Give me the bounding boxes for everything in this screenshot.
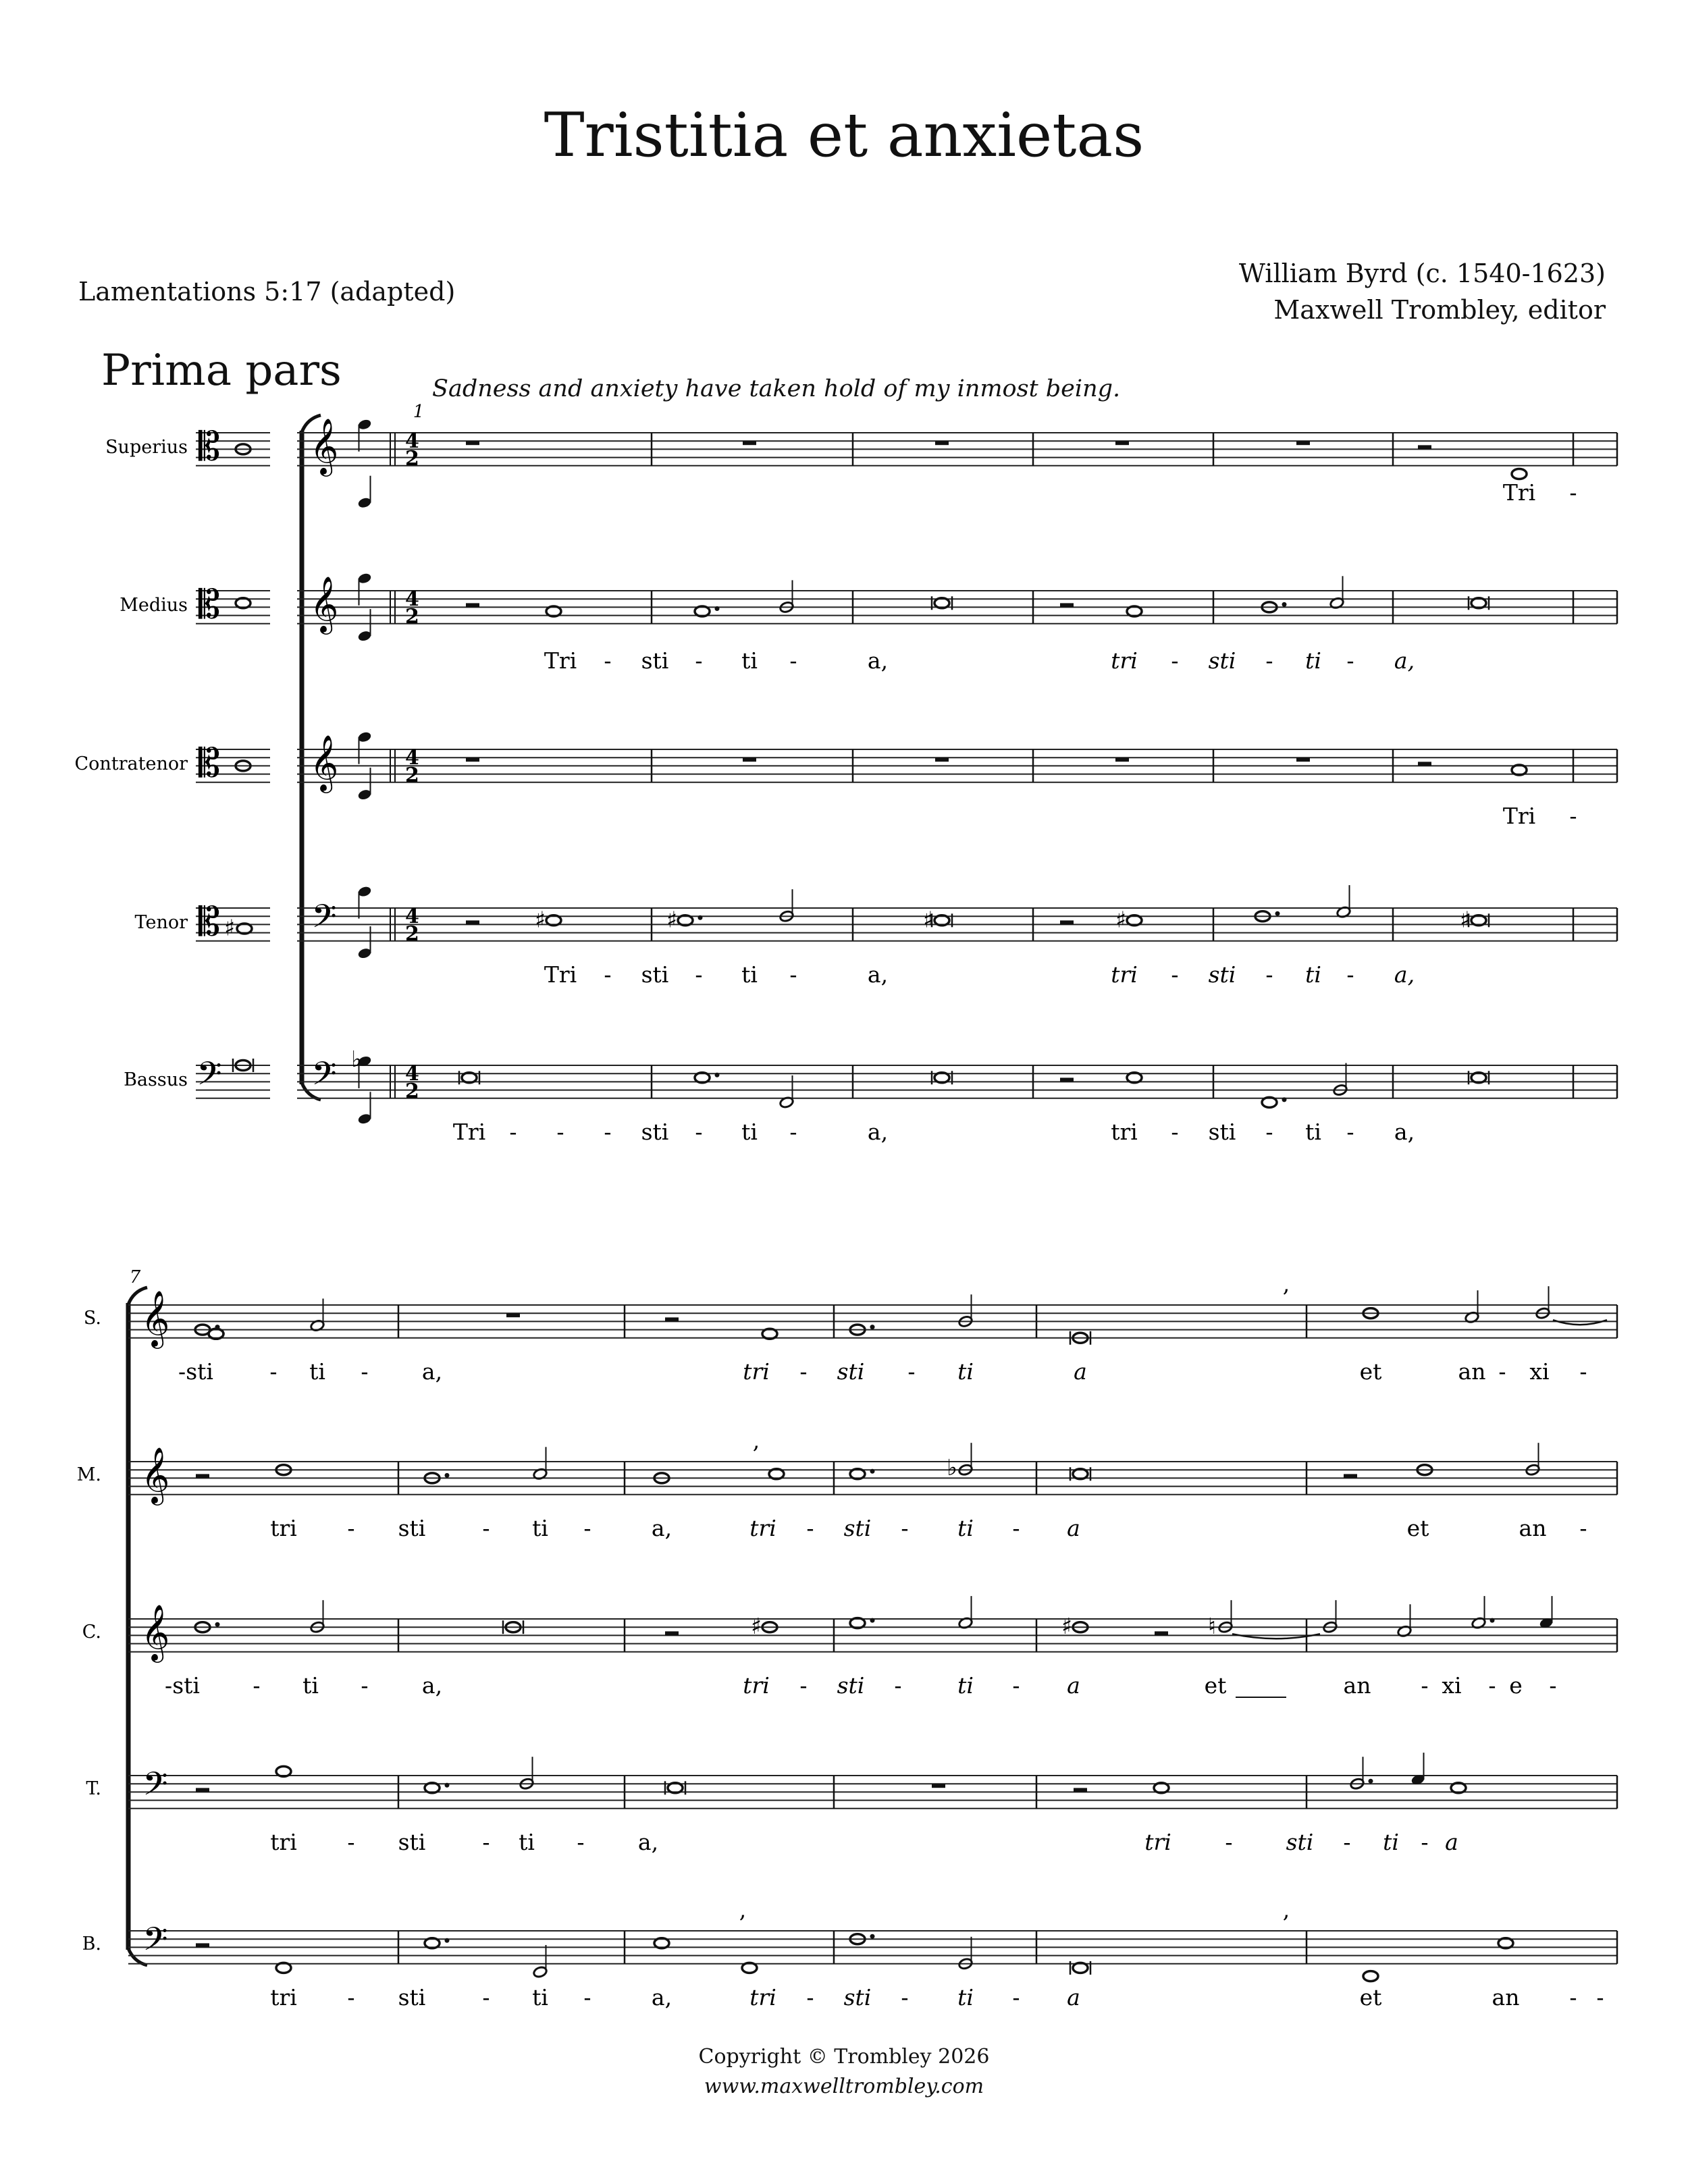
lyric-syllable: xi [1529,1358,1550,1385]
lyric-syllable: - [1171,1119,1179,1145]
half-rest [1418,445,1431,449]
voice-label: S. [83,1308,101,1329]
lyric-syllable: - [482,1984,490,2010]
lyric-syllable: tri [749,1984,776,2010]
measure-number: 7 [129,1267,141,1287]
lyric-syllable: - [1596,1984,1604,2010]
piece-title: Tristitia et anxietas [544,100,1144,171]
staff-voice-1 [128,1305,1617,1338]
lyric-syllable: - [695,647,703,674]
half-rest [196,1474,209,1478]
lyric-syllable: - [1225,1829,1233,1855]
lyric-syllable: - [901,1984,909,2010]
time-signature-bottom: 2 [405,1080,419,1103]
staff-voice-2 [128,1462,1617,1495]
lyric-syllable: - [1346,1119,1354,1145]
whole-rest [466,441,479,445]
whole-rest [743,441,756,445]
lyric-syllable: tri [270,1829,297,1855]
lyric-syllable: a, [1394,647,1415,674]
augmentation-dot [870,1934,875,1939]
lyric-syllable: - [1346,647,1354,674]
note [1512,469,1527,479]
lyric-syllable: ti [519,1829,535,1855]
sharp-accidental: ♯ [1460,906,1471,933]
whole-rest [935,757,949,762]
translation: Sadness and anxiety have taken hold of my inmost being. [432,375,1121,402]
lyric-syllable: a, [867,647,889,674]
lyric-syllable: Tri [544,961,577,988]
whole-rest [1296,441,1310,445]
copyright: Copyright © Trombley 2026 [698,2045,990,2069]
lyric-syllable: ti [741,961,758,988]
voice-label: B. [82,1934,101,1954]
lyric-syllable: a, [421,1672,443,1699]
time-signature-bottom: 2 [405,447,419,471]
lyric-syllable: tri [749,1515,776,1541]
whole-rest [506,1313,520,1317]
sharp-accidental: ♯ [1061,1613,1072,1640]
lyric-syllable: - [806,1515,814,1541]
time-signature-bottom: 2 [405,764,419,787]
lyric-syllable: - [1569,1984,1577,2010]
flat-accidental: ♭ [351,1045,362,1072]
flat-accidental: ♭ [947,1454,957,1481]
lyric-syllable: ti [302,1672,319,1699]
lyric-syllable: - [482,1829,490,1855]
lyric-syllable: e [1509,1672,1523,1699]
lyric-syllable: - [1265,647,1273,674]
sharp-accidental: ♯ [751,1613,762,1640]
augmentation-dot [445,1783,450,1788]
bass-clef-icon: 𝄢 [196,1055,222,1100]
lyric-syllable: - [1549,1672,1557,1699]
augmentation-dot [1275,911,1280,916]
time-signature-top: 4 [405,905,419,928]
lyric-syllable: sti [398,1984,426,2010]
lyric-syllable: tri [743,1358,770,1385]
c-clef-icon: 𝄡 [198,899,221,944]
lyric-syllable: - [1421,1829,1429,1855]
whole-note [1363,1971,1378,1981]
half-rest [1155,1631,1168,1635]
lyric-syllable: - [894,1672,902,1699]
lyric-syllable: a, [867,1119,889,1145]
lyric-syllable: sti [398,1829,426,1855]
augmentation-dot [215,1622,220,1627]
whole-rest [743,757,756,762]
augmentation-dot [715,1073,720,1077]
lyric-syllable: tri [1111,961,1138,988]
lyric-syllable: ti [957,1358,974,1385]
lyric-syllable: - [1171,647,1179,674]
lyric-syllable: - [604,961,612,988]
staff-voice-4 [297,908,1617,941]
treble-clef-icon: 𝄞 [140,1446,170,1503]
lyric-syllable: et [1359,1358,1382,1385]
lyric-syllable: sti [837,1358,865,1385]
lyric-syllable: a, [867,961,889,988]
sharp-accidental: ♯ [535,906,546,933]
half-rest [466,603,479,607]
lyric-syllable: - [604,1119,612,1145]
augmentation-dot [445,1473,450,1478]
augmentation-dot [870,1469,875,1474]
lyric-syllable: - [1579,1358,1587,1385]
time-signature-bottom: 2 [405,605,419,629]
lyric-syllable: - [347,1515,355,1541]
whole-rest [1296,757,1310,762]
treble-clef-icon: 𝄞 [309,575,339,632]
lyric-syllable: a [1067,1672,1080,1699]
lyric-syllable: - [577,1829,585,1855]
lyric-syllable: an [1458,1358,1486,1385]
text-source: Lamentations 5:17 (adapted) [78,277,456,307]
natural-accidental: ♮ [1208,1613,1216,1640]
whole-rest [932,1784,945,1788]
lyric-syllable: - [482,1515,490,1541]
augmentation-dot [1282,602,1287,607]
lyric-syllable: et [1204,1672,1227,1699]
staff-voice-2 [297,591,1617,624]
staff-voice-3 [128,1619,1617,1652]
lyric-syllable: a, [651,1515,672,1541]
footer [0,2042,1688,2102]
lyric-syllable: - [1265,961,1273,988]
lyric-syllable: a [1074,1358,1087,1385]
lyric-syllable: - [1421,1672,1429,1699]
lyric-syllable: - [556,1119,564,1145]
lyric-syllable: - [361,1358,369,1385]
lyric-syllable: sti [641,1119,669,1145]
breath-mark: , [739,1896,747,1923]
c-clef-icon: 𝄡 [198,423,221,469]
lyric-syllable: sti [1286,1829,1314,1855]
lyric-syllable: sti [1208,1119,1236,1145]
lyric-syllable: tri [270,1515,297,1541]
augmentation-dot [870,1325,875,1329]
lyric-syllable: sti [641,647,669,674]
augmentation-dot [1282,1097,1287,1102]
bass-clef-icon: 𝄢 [142,1765,168,1811]
time-signature-top: 4 [405,746,419,770]
half-rest [466,920,479,924]
lyric-syllable: a [1067,1515,1080,1541]
lyric-syllable: - [1579,1515,1587,1541]
lyric-syllable: - [347,1984,355,2010]
voice-label: T. [86,1778,101,1799]
c-clef-icon: 𝄡 [198,581,221,627]
lyric-syllable: - [789,961,797,988]
lyric-syllable: - [509,1119,517,1145]
voice-label: Contratenor [74,753,188,774]
measure-number: 1 [413,402,425,422]
half-rest [1060,603,1074,607]
lyric-syllable: a, [651,1984,672,2010]
lyric-syllable: ti [741,1119,758,1145]
lyric-syllable: Tri [544,647,577,674]
half-rest [1418,762,1431,766]
lyric-syllable: -sti [178,1358,213,1385]
half-rest [1344,1474,1357,1478]
lyric-syllable: - [361,1672,369,1699]
time-signature-top: 4 [405,1062,419,1086]
lyric-syllable: an [1343,1672,1371,1699]
whole-rest [466,757,479,762]
lyric-syllable: - [253,1672,261,1699]
treble-clef-icon: 𝄞 [140,1603,170,1660]
lyric-syllable: ti [957,1672,974,1699]
lyric-syllable: - [806,1984,814,2010]
lyric-syllable: ti [532,1984,548,2010]
lyric-syllable: - [1012,1984,1020,2010]
lyric-syllable: et [1359,1984,1382,2010]
augmentation-dot [1490,1618,1495,1623]
lyric-syllable: - [695,1119,703,1145]
lyric-syllable: ti [1305,961,1321,988]
lyric-syllable: tri [1144,1829,1171,1855]
lyric-syllable: - [789,1119,797,1145]
lyric-syllable: tri [1111,647,1138,674]
augmentation-dot [870,1618,875,1623]
whole-rest [935,441,949,445]
half-rest [1060,920,1074,924]
section-title: Prima pars [101,346,342,396]
lyric-syllable: sti [837,1672,865,1699]
lyric-syllable: - [901,1515,909,1541]
lyric-syllable: a, [1394,1119,1415,1145]
lyric-syllable: - [1265,1119,1273,1145]
voice-label: Medius [120,595,188,616]
voice-label: Bassus [124,1069,188,1090]
whole-rest [1115,441,1129,445]
lyric-syllable: Tri [1502,803,1536,829]
half-rest [196,1943,209,1947]
lyric-syllable: sti [843,1984,872,2010]
lyric-syllable: - [347,1829,355,1855]
voice-label: Tenor [134,912,188,933]
composer: William Byrd (c. 1540-1623) [1238,259,1606,288]
augmentation-dot [1369,1779,1373,1784]
lyric-syllable: - [583,1984,591,2010]
lyric-syllable: tri [1111,1119,1138,1145]
lyric-syllable: a [1445,1829,1458,1855]
augmentation-dot [715,606,720,611]
lyric-syllable: - [1488,1672,1496,1699]
lyric-syllable: ti [1305,1119,1321,1145]
lyric-syllable: Tri [1502,479,1536,506]
lyric-syllable: et [1406,1515,1429,1541]
editor: Maxwell Trombley, editor [1273,295,1606,325]
lyric-syllable: an [1492,1984,1520,2010]
sharp-accidental: ♯ [923,906,934,933]
lyric-syllable: tri [743,1672,770,1699]
lyric-syllable: sti [641,961,669,988]
voice-label: C. [82,1622,101,1643]
breath-mark: , [1282,1271,1290,1297]
sharp-accidental: ♯ [1115,906,1126,933]
half-rest [665,1317,679,1321]
lyric-syllable: - [1569,479,1577,506]
lyric-syllable: a [1067,1984,1080,2010]
website-link[interactable]: www.maxwelltrombley.com [704,2075,984,2098]
lyric-syllable: - [1498,1358,1506,1385]
lyric-syllable: ti [957,1984,974,2010]
augmentation-dot [698,915,703,920]
lyric-syllable: ti [1383,1829,1399,1855]
lyric-syllable: a, [1394,961,1415,988]
treble-clef-icon: 𝄞 [309,417,339,474]
lyric-syllable: - [1012,1515,1020,1541]
staff-voice-4 [128,1776,1617,1809]
half-rest [196,1788,209,1792]
lyric-syllable: sti [1208,647,1236,674]
lyric-syllable: sti [843,1515,872,1541]
sharp-accidental: ♯ [224,914,235,941]
lyric-syllable: a, [637,1829,659,1855]
voice-label: Superius [105,437,188,458]
c-clef-icon: 𝄡 [198,740,221,786]
lyric-syllable: xi [1442,1672,1462,1699]
breath-mark: , [1282,1896,1290,1923]
lyric-syllable: - [907,1358,916,1385]
lyric-syllable: ti [1305,647,1321,674]
bass-clef-icon: 𝄢 [311,897,337,943]
whole-rest [1115,757,1129,762]
lyric-syllable: - [1346,961,1354,988]
lyric-syllable: - [1171,961,1179,988]
lyric-syllable: an [1519,1515,1547,1541]
staff-voice-5 [297,1065,1617,1098]
half-rest [1074,1788,1087,1792]
half-rest [665,1631,679,1635]
lyric-syllable: ti [957,1515,974,1541]
lyric-syllable: ti [532,1515,548,1541]
voice-label: M. [76,1464,101,1485]
lyric-syllable: - [1343,1829,1351,1855]
bass-clef-icon: 𝄢 [311,1055,337,1100]
tie [1553,1320,1607,1325]
augmentation-dot [445,1938,450,1943]
lyric-syllable: - [789,647,797,674]
lyric-syllable: sti [1208,961,1236,988]
time-signature-top: 4 [405,587,419,611]
lyric-syllable: ti [741,647,758,674]
lyric-syllable: Tri [452,1119,486,1145]
lyric-syllable: tri [270,1984,297,2010]
breath-mark: , [752,1427,760,1454]
time-signature-top: 4 [405,429,419,453]
time-signature-bottom: 2 [405,922,419,946]
lyric-syllable: - [1569,803,1577,829]
lyric-syllable: - [583,1515,591,1541]
lyric-syllable: a, [421,1358,443,1385]
lyric-syllable: - [1012,1672,1020,1699]
lyric-syllable: - [604,647,612,674]
lyric-syllable: -sti [165,1672,200,1699]
treble-clef-icon: 𝄞 [140,1289,170,1346]
lyric-syllable: - [799,1358,808,1385]
lyric-syllable: sti [398,1515,426,1541]
treble-clef-icon: 𝄞 [309,734,339,791]
lyric-syllable: ti [309,1358,325,1385]
lyric-syllable: - [269,1358,278,1385]
lyric-syllable: - [695,961,703,988]
bass-clef-icon: 𝄢 [142,1920,168,1966]
lyric-syllable: - [799,1672,808,1699]
half-rest [1060,1077,1074,1082]
sharp-accidental: ♯ [666,906,677,933]
